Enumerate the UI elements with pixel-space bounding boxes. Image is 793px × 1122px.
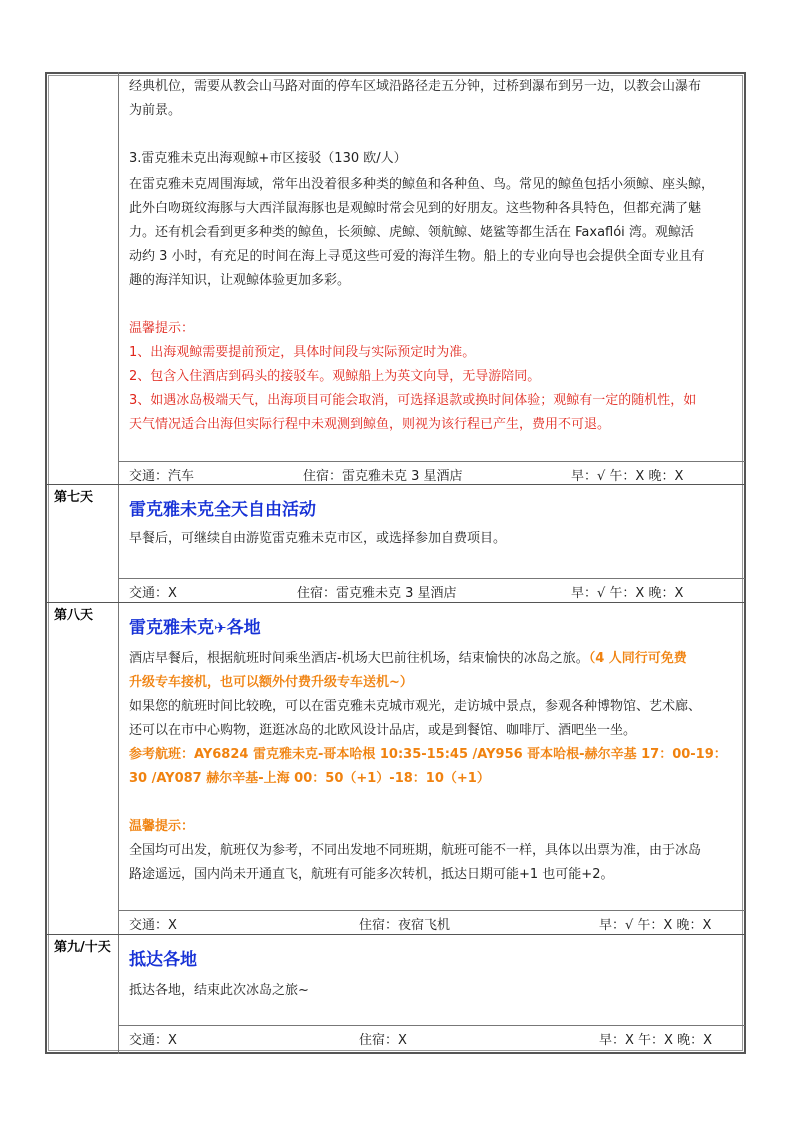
tip-line: 1、出海观鲸需要提前预定，具体时间段与实际预定时为准。: [129, 345, 476, 360]
hotel-info: 住宿：X: [359, 1033, 407, 1048]
day-text: 抵达各地，结束此次冰岛之旅~: [129, 983, 309, 998]
tips-title: 温馨提示：: [129, 321, 195, 336]
footer-divider: [118, 461, 745, 462]
footer-divider: [118, 578, 745, 579]
intro-line: 经典机位，需要从教会山马路对面的停车区域沿路径走五分钟，过桥到瀑布到另一边，以教会山瀑布: [129, 79, 702, 94]
day-text: 酒店早餐后，根据航班时间乘坐酒店-机场大巴前往机场，结束愉快的冰岛之旅。（4 人同行可免费: [129, 651, 687, 666]
footer-divider: [118, 1025, 745, 1026]
tip-line: 2、包含入住酒店到码头的接驳车。观鲸船上为英文向导，无导游陪同。: [129, 369, 541, 384]
row-divider: [45, 484, 746, 485]
title-destination: 各地: [226, 618, 261, 638]
whale-line: 在雷克雅未克周围海域，常年出没着很多种类的鲸鱼和各种鱼、鸟。常见的鲸鱼包括小须鲸、座头鲸，: [129, 177, 715, 192]
upgrade-note: （4 人同行可免费: [588, 651, 687, 666]
transport-info: 交通：汽车: [129, 469, 195, 484]
upgrade-note: 升级专车接机，也可以额外付费升级专车送机~）: [129, 675, 413, 690]
day7-footer: [129, 582, 741, 602]
hotel-info: 住宿：雷克雅未克 3 星酒店: [303, 469, 463, 484]
tip-line: 天气情况适合出海但实际行程中未观测到鲸鱼，则视为该行程已产生，费用不可退。: [129, 417, 611, 432]
hotel-info: 住宿：夜宿飞机: [359, 918, 451, 933]
meals-info: 早：√ 午：X 晚：X: [571, 469, 684, 484]
day-title: [129, 613, 261, 638]
footer-divider: [118, 910, 745, 911]
day8-footer: [129, 914, 741, 934]
flight-info: 30 /AY087 赫尔辛基-上海 00：50（+1）-18：10（+1）: [129, 771, 490, 786]
tip-line: 全国均可出发，航班仅为参考，不同出发地不同班期，航班可能不一样，具体以出票为准，由于冰岛: [129, 843, 702, 858]
title-origin: 雷克雅未克: [129, 618, 214, 638]
day-label: 第九/十天: [54, 940, 111, 955]
meals-info: 早：√ 午：X 晚：X: [571, 586, 684, 601]
day9-footer: [129, 1029, 741, 1049]
tip-line: 3、如遇冰岛极端天气，出海项目可能会取消，可选择退款或换时间体验；观鲸有一定的随机性，如: [129, 393, 697, 408]
transport-info: 交通：X: [129, 918, 177, 933]
flight-info: 参考航班：AY6824 雷克雅未克-哥本哈根 10:35-15:45 /AY956 哥本哈根-赫尔辛基 17：00-19：: [129, 747, 727, 762]
day-text: 早餐后，可继续自由游览雷克雅未克市区，或选择参加自费项目。: [129, 531, 507, 546]
day-title: 雷克雅未克全天自由活动: [129, 500, 316, 520]
column-divider: [118, 72, 119, 1054]
transport-info: 交通：X: [129, 586, 177, 601]
hotel-info: 住宿：雷克雅未克 3 星酒店: [297, 586, 457, 601]
tips-title: 温馨提示：: [129, 819, 195, 834]
whale-line: 趣的海洋知识，让观鲸体验更加多彩。: [129, 273, 351, 288]
day-label: 第七天: [54, 490, 94, 505]
day-text: 如果您的航班时间比较晚，可以在雷克雅未克城市观光，走访城中景点，参观各种博物馆、艺术廊、: [129, 699, 702, 714]
intro-line: 为前景。: [129, 103, 182, 118]
day-title: 抵达各地: [129, 950, 197, 970]
whale-heading: 3.雷克雅未克出海观鲸+市区接驳（130 欧/人）: [129, 151, 407, 166]
whale-line: 力。还有机会看到更多种类的鲸鱼，长须鲸、虎鲸、领航鲸、姥鲨等都生活在 Faxaflói 湾。观鲸活: [129, 225, 694, 240]
meals-info: 早：X 午：X 晚：X: [599, 1033, 712, 1048]
day6-footer: [129, 465, 741, 485]
whale-line: 动约 3 小时，有充足的时间在海上寻觅这些可爱的海洋生物。船上的专业向导也会提供全面专业且有: [129, 249, 705, 264]
transport-info: 交通：X: [129, 1033, 177, 1048]
row-divider: [45, 934, 746, 935]
plane-icon: ✈: [214, 619, 227, 637]
whale-line: 此外白吻斑纹海豚与大西洋鼠海豚也是观鲸时常会见到的好朋友。这些物种各具特色，但都充满了魅: [129, 201, 702, 216]
day-text: 还可以在市中心购物，逛逛冰岛的北欧风设计品店，或是到餐馆、咖啡厅、酒吧坐一坐。: [129, 723, 637, 738]
day-label: 第八天: [54, 608, 94, 623]
tip-line: 路途遥远，国内尚未开通直飞，航班有可能多次转机，抵达日期可能+1 也可能+2。: [129, 867, 614, 882]
meals-info: 早：√ 午：X 晚：X: [599, 918, 712, 933]
row-divider: [45, 602, 746, 603]
